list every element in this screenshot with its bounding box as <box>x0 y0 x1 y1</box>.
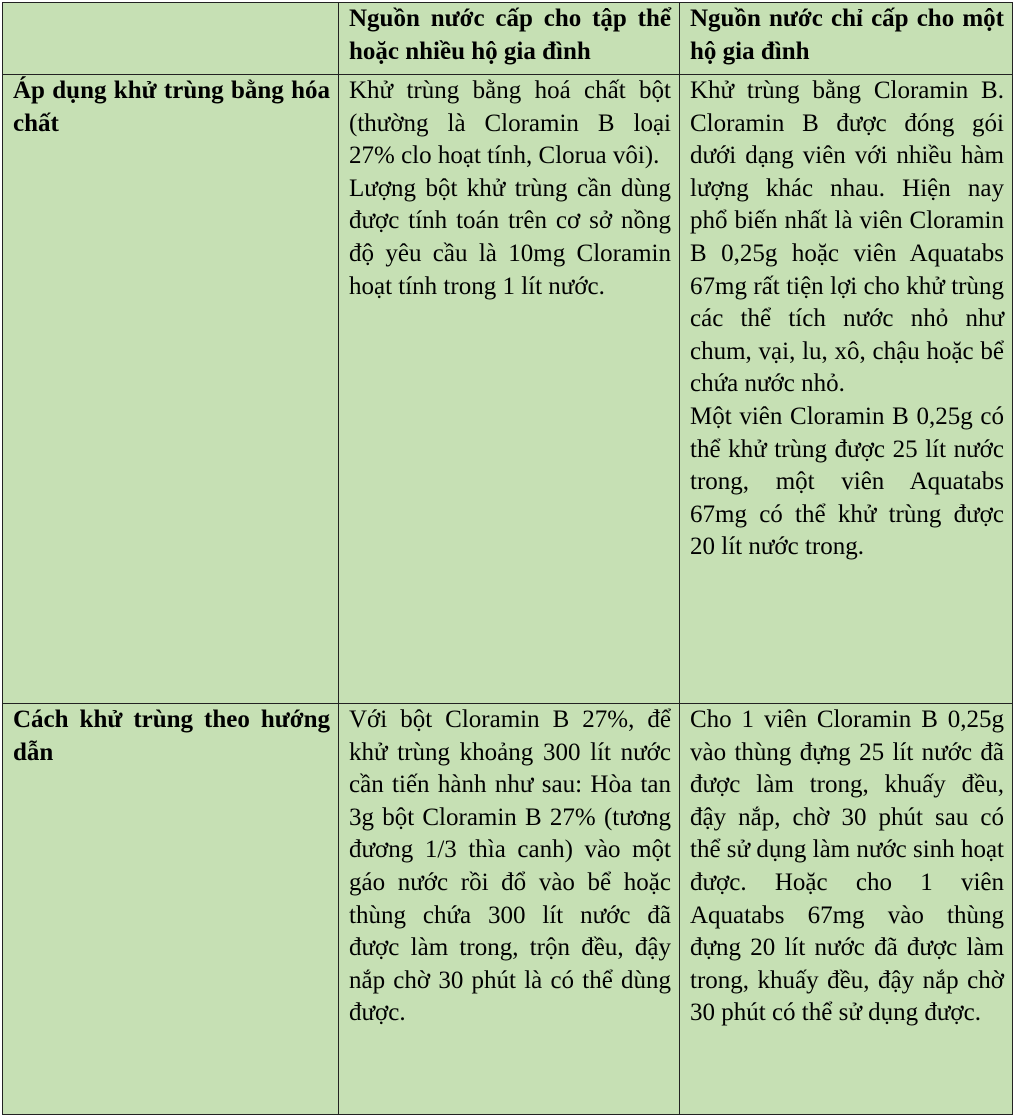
cell-collective-chemical <box>339 75 680 704</box>
cell-paragraph: Khử trùng bằng hoá chất bột (thường là Cloramin B loại 27% clo hoạt tính, Clorua vôi). <box>349 77 671 170</box>
cell-household-chemical <box>680 75 1013 704</box>
header-cell-household-source: Nguồn nước chỉ cấp cho một hộ gia đình <box>680 3 1013 75</box>
cell-household-instructions <box>680 704 1013 1115</box>
cell-paragraph: Với bột Cloramin B 27%, để khử trùng khoảng 300 lít nước cần tiến hành như sau: Hòa tan 3g bột Cloramin B 27% (tương đương 1/3 thìa canh) vào một gáo nước rồi đổ vào bể hoặc thùng chứa 300 lít nước đã được làm trong, trộn đều, đậy nắp chờ 30 phút là có thể dùng được. <box>349 706 671 1027</box>
cell-collective-instructions <box>339 704 680 1115</box>
header-cell-empty <box>3 3 339 75</box>
cell-paragraph: Lượng bột khử trùng cần dùng được tính toán trên cơ sở nồng độ yêu cầu là 10mg Cloramin hoạt tính trong 1 lít nước. <box>349 174 671 300</box>
row-label-chemical-disinfection: Áp dụng khử trùng bằng hóa chất <box>3 75 339 704</box>
disinfection-table <box>2 2 1013 1115</box>
cell-paragraph: Một viên Cloramin B 0,25g có thể khử trùng được 25 lít nước trong, một viên Aquatabs 67mg có thể khử trùng được 20 lít nước trong. <box>690 402 1004 561</box>
cell-paragraph: Khử trùng bằng Cloramin B. Cloramin B được đóng gói dưới dạng viên với nhiều hàm lượng khác nhau. Hiện nay phổ biến nhất là viên Cloramin B 0,25g hoặc viên Aquatabs 67mg rất tiện lợi cho khử trùng các thể tích nước nhỏ như chum, vại, lu, xô, chậu hoặc bể chứa nước nhỏ. <box>690 77 1004 398</box>
row-label-disinfection-instructions: Cách khử trùng theo hướng dẫn <box>3 704 339 1115</box>
table-row <box>3 75 1013 704</box>
table-row <box>3 704 1013 1115</box>
table-header-row <box>3 3 1013 75</box>
cell-paragraph: Cho 1 viên Cloramin B 0,25g vào thùng đựng 25 lít nước đã được làm trong, khuấy đều, đậy nắp, chờ 30 phút sau có thể sử dụng làm nước sinh hoạt được. Hoặc cho 1 viên Aquatabs 67mg vào thùng đựng 20 lít nước đã được làm trong, khuấy đều, đậy nắp chờ 30 phút có thể sử dụng được. <box>690 706 1004 1027</box>
header-cell-collective-source: Nguồn nước cấp cho tập thể hoặc nhiều hộ gia đình <box>339 3 680 75</box>
